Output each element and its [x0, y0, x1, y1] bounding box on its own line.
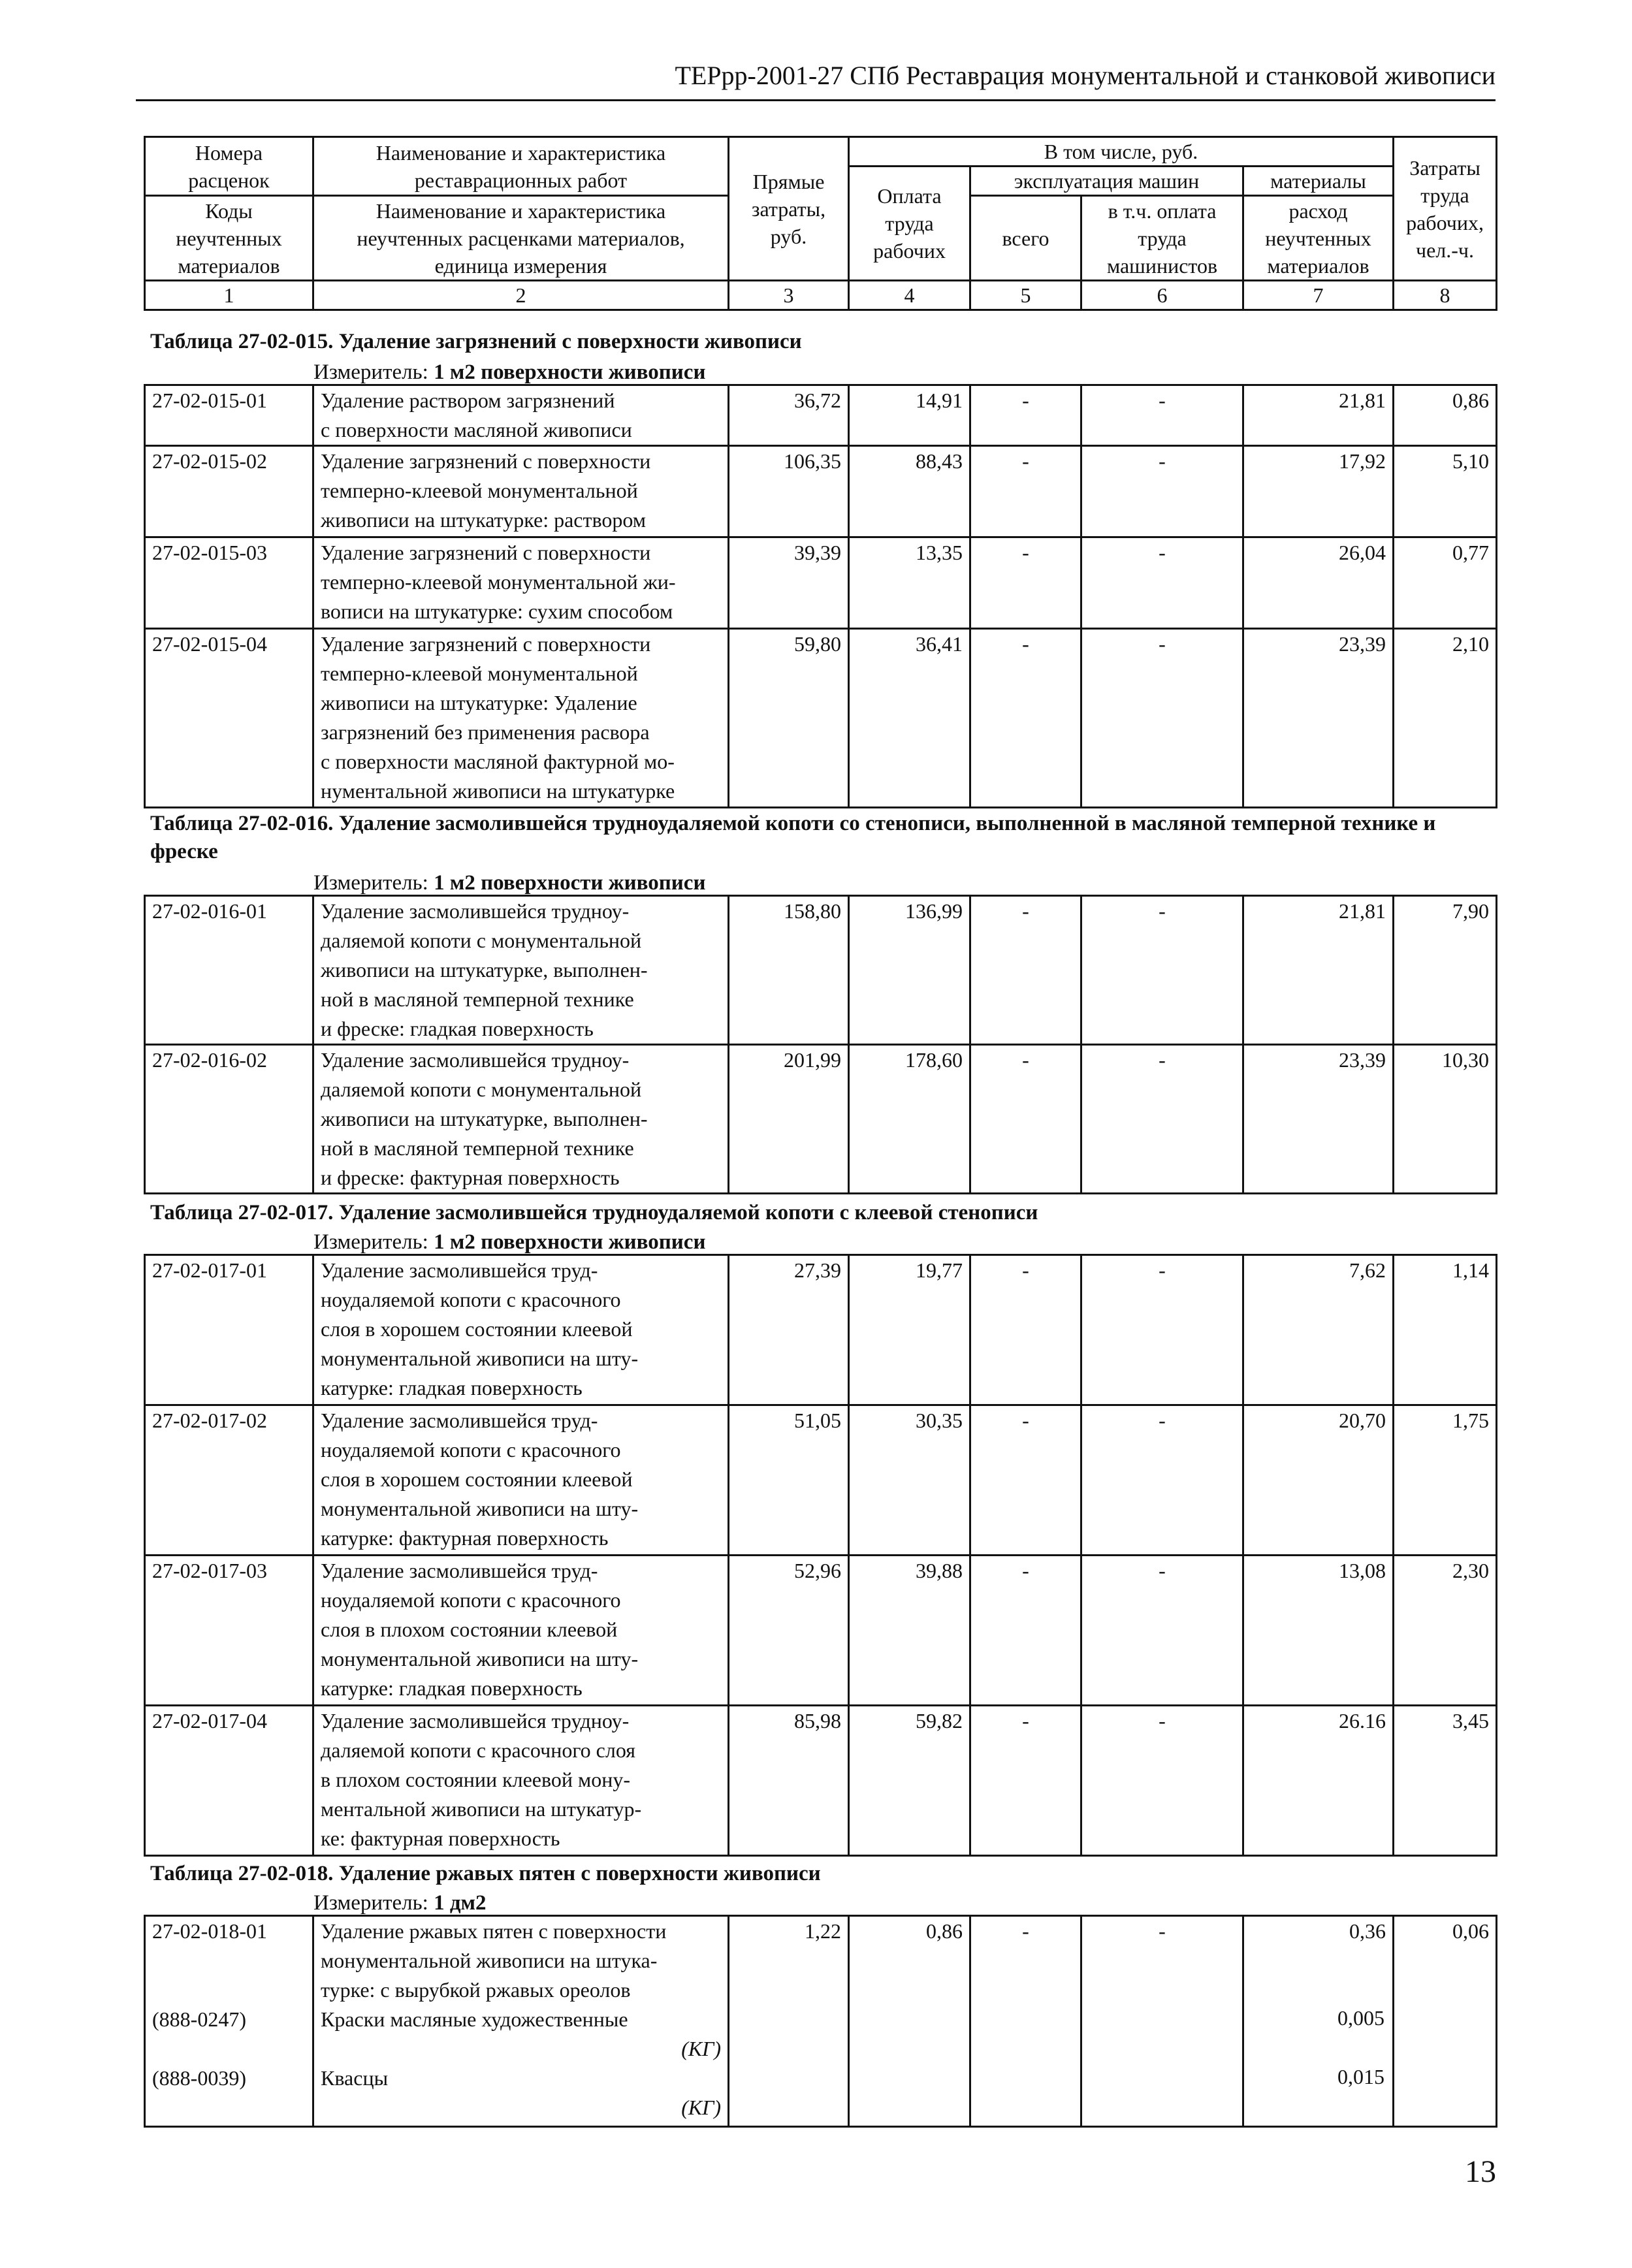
measure-value: 1 дм2 — [434, 1891, 487, 1915]
labor-pay: 178,60 — [849, 1045, 970, 1194]
rate-code: 27-02-015-01 — [145, 385, 313, 446]
header-labor-costs: Затраты труда рабочих, чел.-ч. — [1394, 137, 1497, 281]
material-unit: (КГ) — [681, 2037, 721, 2060]
rate-name-line: живописи на штукатурке, выполнен- — [321, 958, 648, 982]
materials-cost: 23,39 — [1243, 629, 1394, 808]
column-number: 6 — [1081, 281, 1243, 310]
rate-name-line: даляемой копоти с монументальной — [321, 929, 642, 952]
labor-hours: 2,10 — [1394, 629, 1497, 808]
direct-cost: 158,80 — [729, 896, 849, 1045]
materials-cost: 26.16 — [1243, 1706, 1394, 1856]
machines-total: - — [970, 1405, 1081, 1556]
rate-name-line: монументальной живописи на штука- — [321, 1949, 658, 1972]
table-caption-text: Таблица 27-02-016. Удаление засмолившейся трудноудаляемой копоти со стенописи, выполненной в масляной темперной технике и фреске — [150, 812, 1436, 863]
rate-name-line: Удаление загрязнений с поверхности — [321, 541, 651, 564]
labor-hours: 1,75 — [1394, 1405, 1497, 1556]
header-machines: эксплуатация машин — [970, 167, 1243, 196]
rate-name-line: и фреске: фактурная поверхность — [321, 1166, 620, 1189]
table-row — [145, 1405, 1497, 1556]
rate-name — [313, 1405, 729, 1556]
rate-name-line: слоя в плохом состоянии клеевой — [321, 1618, 618, 1641]
material-unit: (КГ) — [681, 2096, 721, 2119]
header-rate-no: Номера расценок — [145, 137, 313, 196]
labor-pay: 19,77 — [849, 1255, 970, 1405]
labor-pay: 0,86 — [849, 1916, 970, 2127]
direct-cost: 51,05 — [729, 1405, 849, 1556]
machines-incl-pay: - — [1081, 1045, 1243, 1194]
materials-cost: 26,04 — [1243, 537, 1394, 629]
table-caption — [150, 1860, 1482, 1888]
header-consumption: расход неучтенных материалов — [1243, 196, 1394, 281]
header-direct-costs: Прямые затраты, руб. — [729, 137, 849, 281]
machines-incl-pay: - — [1081, 385, 1243, 446]
rate-name-line: Удаление загрязнений с поверхности — [321, 449, 651, 473]
header-rule — [136, 99, 1496, 101]
rate-code: 27-02-017-04 — [145, 1706, 313, 1856]
table-row — [145, 896, 1497, 1045]
rate-code: 27-02-016-02 — [145, 1045, 313, 1194]
rate-code: 27-02-015-02 — [145, 446, 313, 537]
machines-incl-pay: - — [1081, 1556, 1243, 1706]
rate-name-line: ке: фактурная поверхность — [321, 1827, 560, 1850]
rate-name-line: Удаление засмолившейся труд- — [321, 1258, 598, 1282]
table-row — [145, 1556, 1497, 1706]
rate-name-line: вописи на штукатурке: сухим способом — [321, 599, 673, 623]
labor-pay: 30,35 — [849, 1405, 970, 1556]
rate-name-line: слоя в хорошем состоянии клеевой — [321, 1317, 633, 1341]
column-header-table — [144, 136, 1497, 311]
header-codes: Коды неучтенных материалов — [145, 196, 313, 281]
table-caption-text: Таблица 27-02-015. Удаление загрязнений с поверхности живописи — [150, 330, 802, 353]
labor-hours: 1,14 — [1394, 1255, 1497, 1405]
rate-name-line: Удаление засмолившейся трудноу- — [321, 899, 630, 923]
rate-name-line: Удаление загрязнений с поверхности — [321, 632, 651, 656]
material-name-text: Квасцы — [321, 2066, 389, 2090]
machines-incl-pay: - — [1081, 896, 1243, 1045]
rate-name-line: даляемой копоти с монументальной — [321, 1078, 642, 1101]
direct-cost: 52,96 — [729, 1556, 849, 1706]
materials-cost: 0,36 — [1243, 1916, 1394, 2127]
column-number: 3 — [729, 281, 849, 310]
rate-name-line: живописи на штукатурке: раствором — [321, 508, 646, 532]
rate-name — [313, 385, 729, 446]
header-incl-pay: в т.ч. оплата труда машинистов — [1081, 196, 1243, 281]
material-name — [313, 2064, 729, 2126]
rate-code: 27-02-017-03 — [145, 1556, 313, 1706]
rate-code: 27-02-015-03 — [145, 537, 313, 629]
measure-value: 1 м2 поверхности живописи — [434, 360, 706, 384]
labor-pay: 36,41 — [849, 629, 970, 808]
direct-cost: 85,98 — [729, 1706, 849, 1856]
rate-code: 27-02-017-01 — [145, 1255, 313, 1405]
table-caption — [150, 810, 1482, 866]
rate-name-line: Удаление засмолившейся труд- — [321, 1409, 598, 1432]
header-unaccounted-name: Наименование и характеристика неучтенных расценками материалов, единица измерения — [313, 196, 729, 281]
rate-name-line: и фреске: гладкая поверхность — [321, 1017, 594, 1040]
machines-total: - — [970, 446, 1081, 537]
table-caption-text: Таблица 27-02-018. Удаление ржавых пятен с поверхности живописи — [150, 1862, 821, 1885]
rate-name-line: катурке: фактурная поверхность — [321, 1526, 609, 1550]
machines-incl-pay: - — [1081, 629, 1243, 808]
measure-label: Измеритель: — [313, 1230, 428, 1254]
header-name: Наименование и характеристика реставрационных работ — [313, 137, 729, 196]
machines-total: - — [970, 629, 1081, 808]
labor-hours: 7,90 — [1394, 896, 1497, 1045]
labor-pay: 136,99 — [849, 896, 970, 1045]
header-including: В том числе, руб. — [849, 137, 1394, 167]
machines-incl-pay: - — [1081, 1706, 1243, 1856]
table-row — [145, 385, 1497, 446]
materials-cost: 21,81 — [1243, 896, 1394, 1045]
labor-hours: 5,10 — [1394, 446, 1497, 537]
rate-name — [313, 896, 729, 1045]
table-row — [145, 629, 1497, 808]
rate-name-line: ноудаляемой копоти с красочного — [321, 1588, 621, 1612]
material-code: (888-0247) — [145, 2005, 313, 2064]
labor-hours: 0,06 — [1394, 1916, 1497, 2127]
table-row — [145, 537, 1497, 629]
header-total: всего — [970, 196, 1081, 281]
column-number: 2 — [313, 281, 729, 310]
rate-name-line: катурке: гладкая поверхность — [321, 1676, 583, 1700]
rate-name — [313, 1045, 729, 1194]
labor-hours: 0,86 — [1394, 385, 1497, 446]
measure-value: 1 м2 поверхности живописи — [434, 871, 706, 895]
rate-name-line: ментальной живописи на штукатур- — [321, 1797, 642, 1821]
machines-incl-pay: - — [1081, 1916, 1243, 2127]
table-caption-text: Таблица 27-02-017. Удаление засмолившейся трудноудаляемой копоти с клеевой стенописи — [150, 1201, 1038, 1224]
rate-code: 27-02-017-02 — [145, 1405, 313, 1556]
column-number: 5 — [970, 281, 1081, 310]
table-caption — [150, 328, 1482, 356]
measure-label: Измеритель: — [313, 360, 428, 384]
machines-total: - — [970, 1706, 1081, 1856]
rate-name-line: загрязнений без применения расвора — [321, 720, 650, 744]
measure-unit — [313, 870, 705, 896]
rate-name-line: монументальной живописи на шту- — [321, 1347, 639, 1370]
rate-name — [313, 1916, 729, 2005]
machines-total: - — [970, 1045, 1081, 1194]
direct-cost: 39,39 — [729, 537, 849, 629]
rate-name-line: монументальной живописи на шту- — [321, 1497, 639, 1520]
rate-name-line: Удаление засмолившейся трудноу- — [321, 1709, 630, 1733]
measure-label: Измеритель: — [313, 1891, 428, 1915]
material-code: (888-0039) — [145, 2064, 313, 2126]
materials-cost: 23,39 — [1243, 1045, 1394, 1194]
material-consumption: 0,015 — [1337, 2065, 1384, 2088]
materials-cost: 7,62 — [1243, 1255, 1394, 1405]
direct-cost: 59,80 — [729, 629, 849, 808]
machines-total: - — [970, 896, 1081, 1045]
rates-table — [144, 895, 1497, 1194]
rate-name-line: катурке: гладкая поверхность — [321, 1376, 583, 1399]
rate-name-line: в плохом состоянии клеевой мону- — [321, 1768, 631, 1791]
table-row — [145, 446, 1497, 537]
rate-name-line: с поверхности масляной фактурной мо- — [321, 750, 675, 773]
rates-table — [144, 384, 1497, 808]
labor-pay: 59,82 — [849, 1706, 970, 1856]
rate-name — [313, 1556, 729, 1706]
column-number: 4 — [849, 281, 970, 310]
measure-unit — [313, 1890, 487, 1916]
rate-name-line: Удаление засмолившейся трудноу- — [321, 1048, 630, 1072]
rate-name-line: ноудаляемой копоти с красочного — [321, 1288, 621, 1311]
running-header: ТЕРрр-2001-27 СПб Реставрация монументальной и станковой живописи — [675, 61, 1496, 90]
direct-cost: 1,22 — [729, 1916, 849, 2127]
machines-total: - — [970, 1556, 1081, 1706]
machines-total: - — [970, 1916, 1081, 2127]
materials-cost: 17,92 — [1243, 446, 1394, 537]
labor-pay: 39,88 — [849, 1556, 970, 1706]
measure-unit — [313, 1229, 705, 1255]
rate-name-line: даляемой копоти с красочного слоя — [321, 1738, 635, 1762]
machines-incl-pay: - — [1081, 537, 1243, 629]
rate-name — [313, 446, 729, 537]
table-row — [145, 1916, 1497, 2005]
machines-incl-pay: - — [1081, 1255, 1243, 1405]
materials-cost: 20,70 — [1243, 1405, 1394, 1556]
measure-unit — [313, 359, 705, 385]
rate-name-line: Удаление засмолившейся труд- — [321, 1559, 598, 1582]
header-materials: материалы — [1243, 167, 1394, 196]
labor-pay: 13,35 — [849, 537, 970, 629]
rate-name-line: живописи на штукатурке, выполнен- — [321, 1107, 648, 1130]
material-name — [313, 2005, 729, 2064]
labor-pay: 14,91 — [849, 385, 970, 446]
rate-name-line: темперно-клеевой монументальной жи- — [321, 570, 676, 594]
materials-cost: 21,81 — [1243, 385, 1394, 446]
rates-table — [144, 1915, 1497, 2128]
direct-cost: 201,99 — [729, 1045, 849, 1194]
rate-name-line: Удаление раствором загрязнений — [321, 389, 615, 412]
column-number: 7 — [1243, 281, 1394, 310]
direct-cost: 106,35 — [729, 446, 849, 537]
rate-name — [313, 1255, 729, 1405]
rate-name — [313, 1706, 729, 1856]
measure-label: Измеритель: — [313, 871, 428, 895]
rate-name-line: ной в масляной темперной технике — [321, 987, 634, 1011]
rate-name-line: ной в масляной темперной технике — [321, 1136, 634, 1160]
machines-incl-pay: - — [1081, 446, 1243, 537]
materials-cost: 13,08 — [1243, 1556, 1394, 1706]
rate-name — [313, 537, 729, 629]
material-consumption: 0,005 — [1337, 2006, 1384, 2030]
labor-hours: 10,30 — [1394, 1045, 1497, 1194]
column-number: 8 — [1394, 281, 1497, 310]
machines-incl-pay: - — [1081, 1405, 1243, 1556]
rate-name-line: живописи на штукатурке: Удаление — [321, 691, 637, 714]
rate-name-line: Удаление ржавых пятен с поверхности — [321, 1919, 667, 1943]
rate-name-line: с поверхности масляной живописи — [321, 418, 632, 441]
table-caption — [150, 1199, 1482, 1227]
table-row — [145, 1255, 1497, 1405]
rate-code: 27-02-016-01 — [145, 896, 313, 1045]
rate-name-line: нументальной живописи на штукатурке — [321, 779, 675, 803]
labor-hours: 2,30 — [1394, 1556, 1497, 1706]
rate-name — [313, 629, 729, 808]
header-labor-pay: Оплата труда рабочих — [849, 167, 970, 281]
labor-hours: 0,77 — [1394, 537, 1497, 629]
machines-total: - — [970, 385, 1081, 446]
machines-total: - — [970, 1255, 1081, 1405]
rate-code: 27-02-015-04 — [145, 629, 313, 808]
machines-total: - — [970, 537, 1081, 629]
direct-cost: 27,39 — [729, 1255, 849, 1405]
rate-name-line: ноудаляемой копоти с красочного — [321, 1438, 621, 1461]
rate-name-line: монументальной живописи на шту- — [321, 1647, 639, 1670]
measure-value: 1 м2 поверхности живописи — [434, 1230, 706, 1254]
table-row — [145, 1045, 1497, 1194]
rate-name-line: турке: с вырубкой ржавых ореолов — [321, 1978, 631, 2002]
rate-name-line: темперно-клеевой монументальной — [321, 662, 638, 685]
rate-code: 27-02-018-01 — [145, 1916, 313, 2005]
labor-pay: 88,43 — [849, 446, 970, 537]
direct-cost: 36,72 — [729, 385, 849, 446]
table-row — [145, 1706, 1497, 1856]
material-name-text: Краски масляные художественные — [321, 2007, 628, 2031]
rates-table — [144, 1254, 1497, 1857]
labor-hours: 3,45 — [1394, 1706, 1497, 1856]
page-number: 13 — [1465, 2154, 1496, 2189]
rate-name-line: слоя в хорошем состоянии клеевой — [321, 1467, 633, 1491]
column-number: 1 — [145, 281, 313, 310]
rate-name-line: темперно-клеевой монументальной — [321, 479, 638, 502]
